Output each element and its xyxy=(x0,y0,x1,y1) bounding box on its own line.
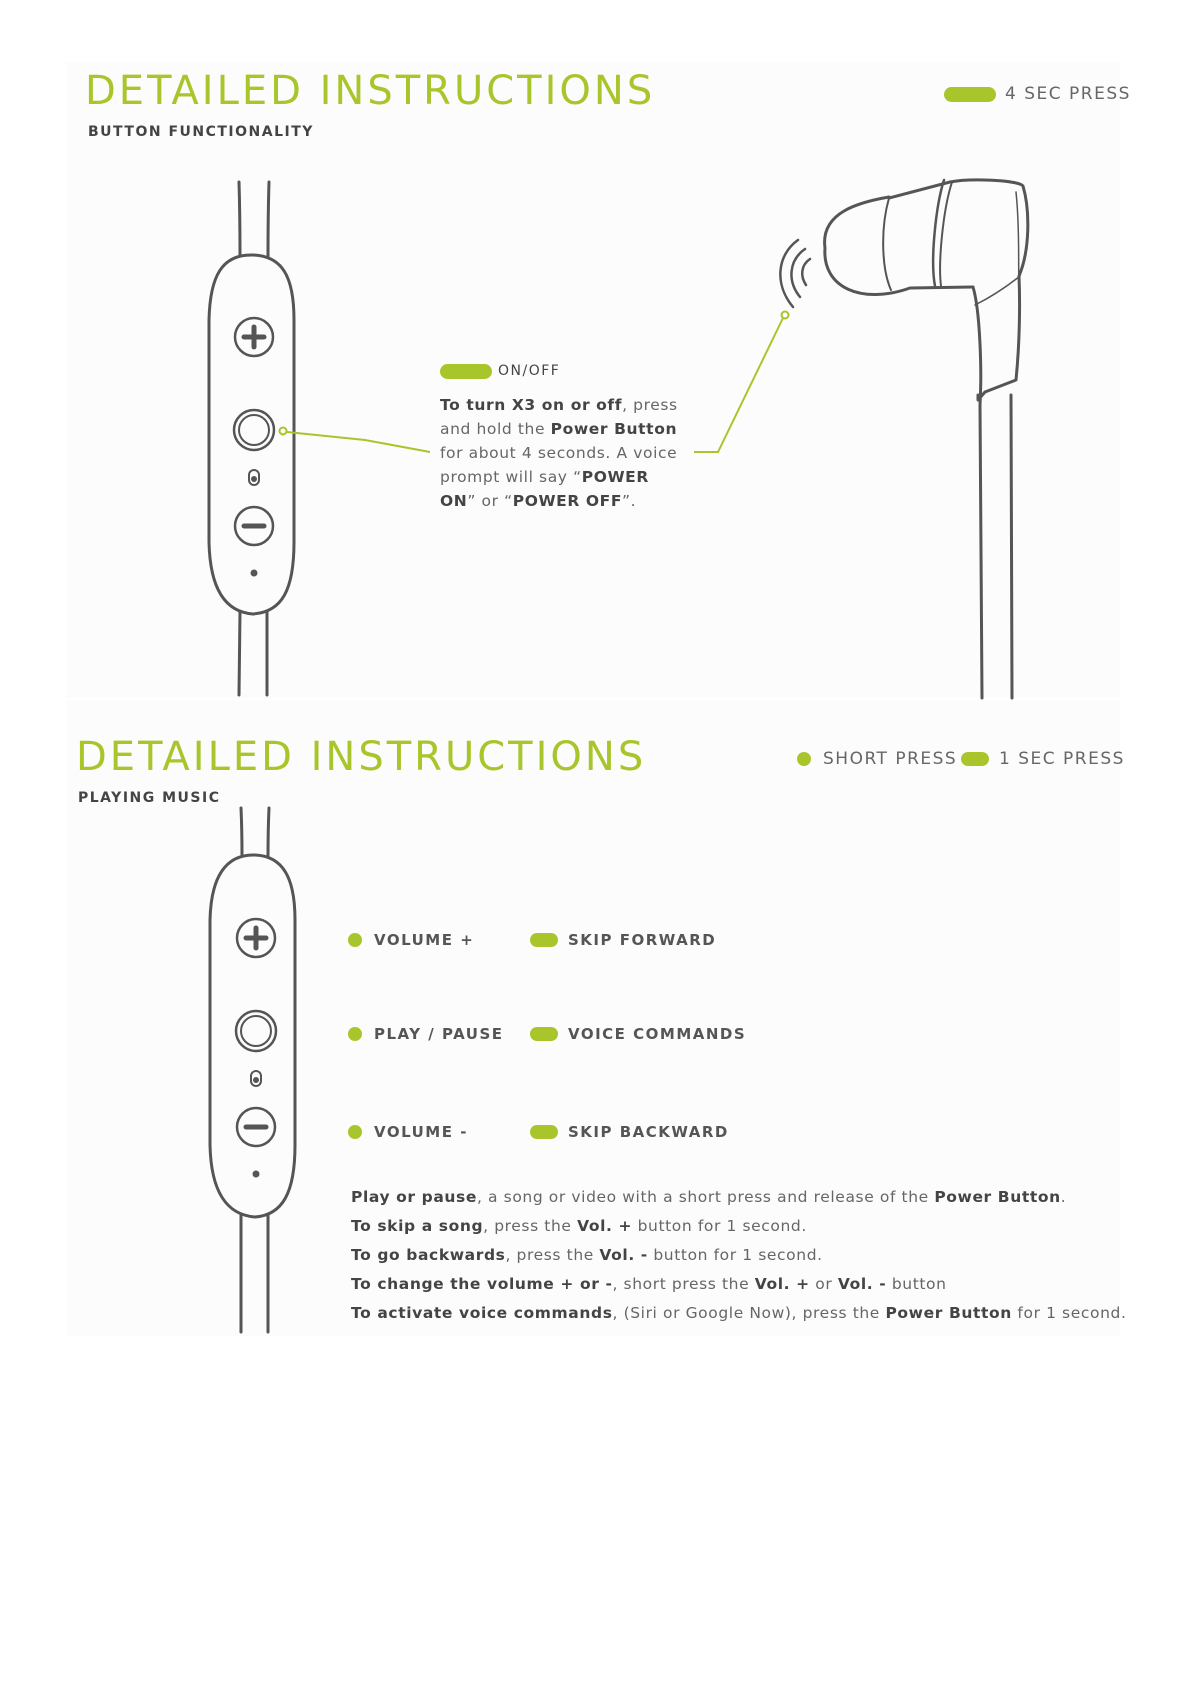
function-label: PLAY / PAUSE xyxy=(374,1025,504,1043)
short-press-dot-icon xyxy=(348,933,362,947)
legend-1sec-label: 1 SEC PRESS xyxy=(999,749,1125,769)
instruction-bold: Vol. - xyxy=(837,1275,887,1293)
function-volume-down xyxy=(348,1123,468,1141)
onoff-text: ON/OFF xyxy=(498,363,561,379)
instruction-text: button xyxy=(886,1275,947,1293)
legend-short-label: SHORT PRESS xyxy=(823,749,958,769)
short-press-dot-icon xyxy=(348,1027,362,1041)
function-play-pause xyxy=(348,1025,504,1043)
instruction-bold: Vol. - xyxy=(599,1246,648,1264)
instruction-bold: Play or pause xyxy=(351,1188,477,1206)
instruction-text: button for 1 second. xyxy=(632,1217,807,1235)
function-label: SKIP BACKWARD xyxy=(568,1123,729,1141)
function-label: VOLUME + xyxy=(374,931,475,949)
desc-bold-3: Power Button xyxy=(550,420,678,438)
instruction-bold: Power Button xyxy=(885,1304,1012,1322)
desc-bold-7: POWER OFF xyxy=(512,492,623,510)
section1-subtitle: BUTTON FUNCTIONALITY xyxy=(88,124,314,140)
instruction-line xyxy=(351,1270,1126,1299)
instruction-text: or xyxy=(809,1275,838,1293)
section1-title: DETAILED INSTRUCTIONS xyxy=(85,68,656,114)
remote-body xyxy=(210,855,295,1217)
section2-title: DETAILED INSTRUCTIONS xyxy=(76,734,647,780)
instruction-bold: Power Button xyxy=(934,1188,1061,1206)
instruction-bold: To change the volume + or - xyxy=(351,1275,613,1293)
power-button-inner-icon xyxy=(241,1016,271,1046)
instruction-text: button for 1 second. xyxy=(647,1246,823,1264)
instruction-text: . xyxy=(1060,1188,1067,1206)
long-press-pill-icon xyxy=(530,933,558,947)
instruction-line xyxy=(351,1299,1126,1328)
instruction-text: , a song or video with a short press and release of the xyxy=(476,1188,935,1206)
instruction-text: , press the xyxy=(483,1217,578,1235)
instruction-bold: To go backwards xyxy=(351,1246,506,1264)
desc-text-8: ”. xyxy=(622,492,637,510)
function-voice-commands xyxy=(530,1025,746,1043)
desc-text-4: for about 4 seconds. A voice prompt will say “ xyxy=(440,444,678,486)
instruction-text: , short press the xyxy=(612,1275,755,1293)
section2-subtitle: PLAYING MUSIC xyxy=(78,790,221,806)
legend-4sec-label: 4 SEC PRESS xyxy=(1005,84,1131,104)
function-label: VOLUME - xyxy=(374,1123,468,1141)
instruction-bold: To skip a song xyxy=(351,1217,484,1235)
instruction-bold: To activate voice commands xyxy=(351,1304,613,1322)
long-press-pill-icon xyxy=(530,1027,558,1041)
instruction-text: , press the xyxy=(505,1246,600,1264)
playing-music-instructions xyxy=(351,1183,1126,1328)
instruction-line xyxy=(351,1212,1126,1241)
function-label: SKIP FORWARD xyxy=(568,931,717,949)
desc-text-2: , press and hold the xyxy=(440,396,678,438)
function-volume-up xyxy=(348,931,474,949)
desc-bold-5: POWER ON xyxy=(440,468,649,510)
long-press-pill-icon xyxy=(530,1125,558,1139)
instruction-line xyxy=(351,1183,1126,1212)
instruction-bold: Vol. + xyxy=(754,1275,810,1293)
function-label: VOICE COMMANDS xyxy=(568,1025,747,1043)
desc-bold-1: To turn X3 on or off xyxy=(440,396,623,414)
instruction-text: for 1 second. xyxy=(1011,1304,1127,1322)
instruction-line xyxy=(351,1241,1126,1270)
instruction-bold: Vol. + xyxy=(577,1217,633,1235)
function-skip-forward xyxy=(530,931,716,949)
short-press-dot-icon xyxy=(348,1125,362,1139)
function-skip-backward xyxy=(530,1123,729,1141)
instruction-text: , (Siri or Google Now), press the xyxy=(612,1304,886,1322)
desc-text-6: ” or “ xyxy=(467,492,513,510)
mic-hole-icon xyxy=(253,1171,260,1178)
